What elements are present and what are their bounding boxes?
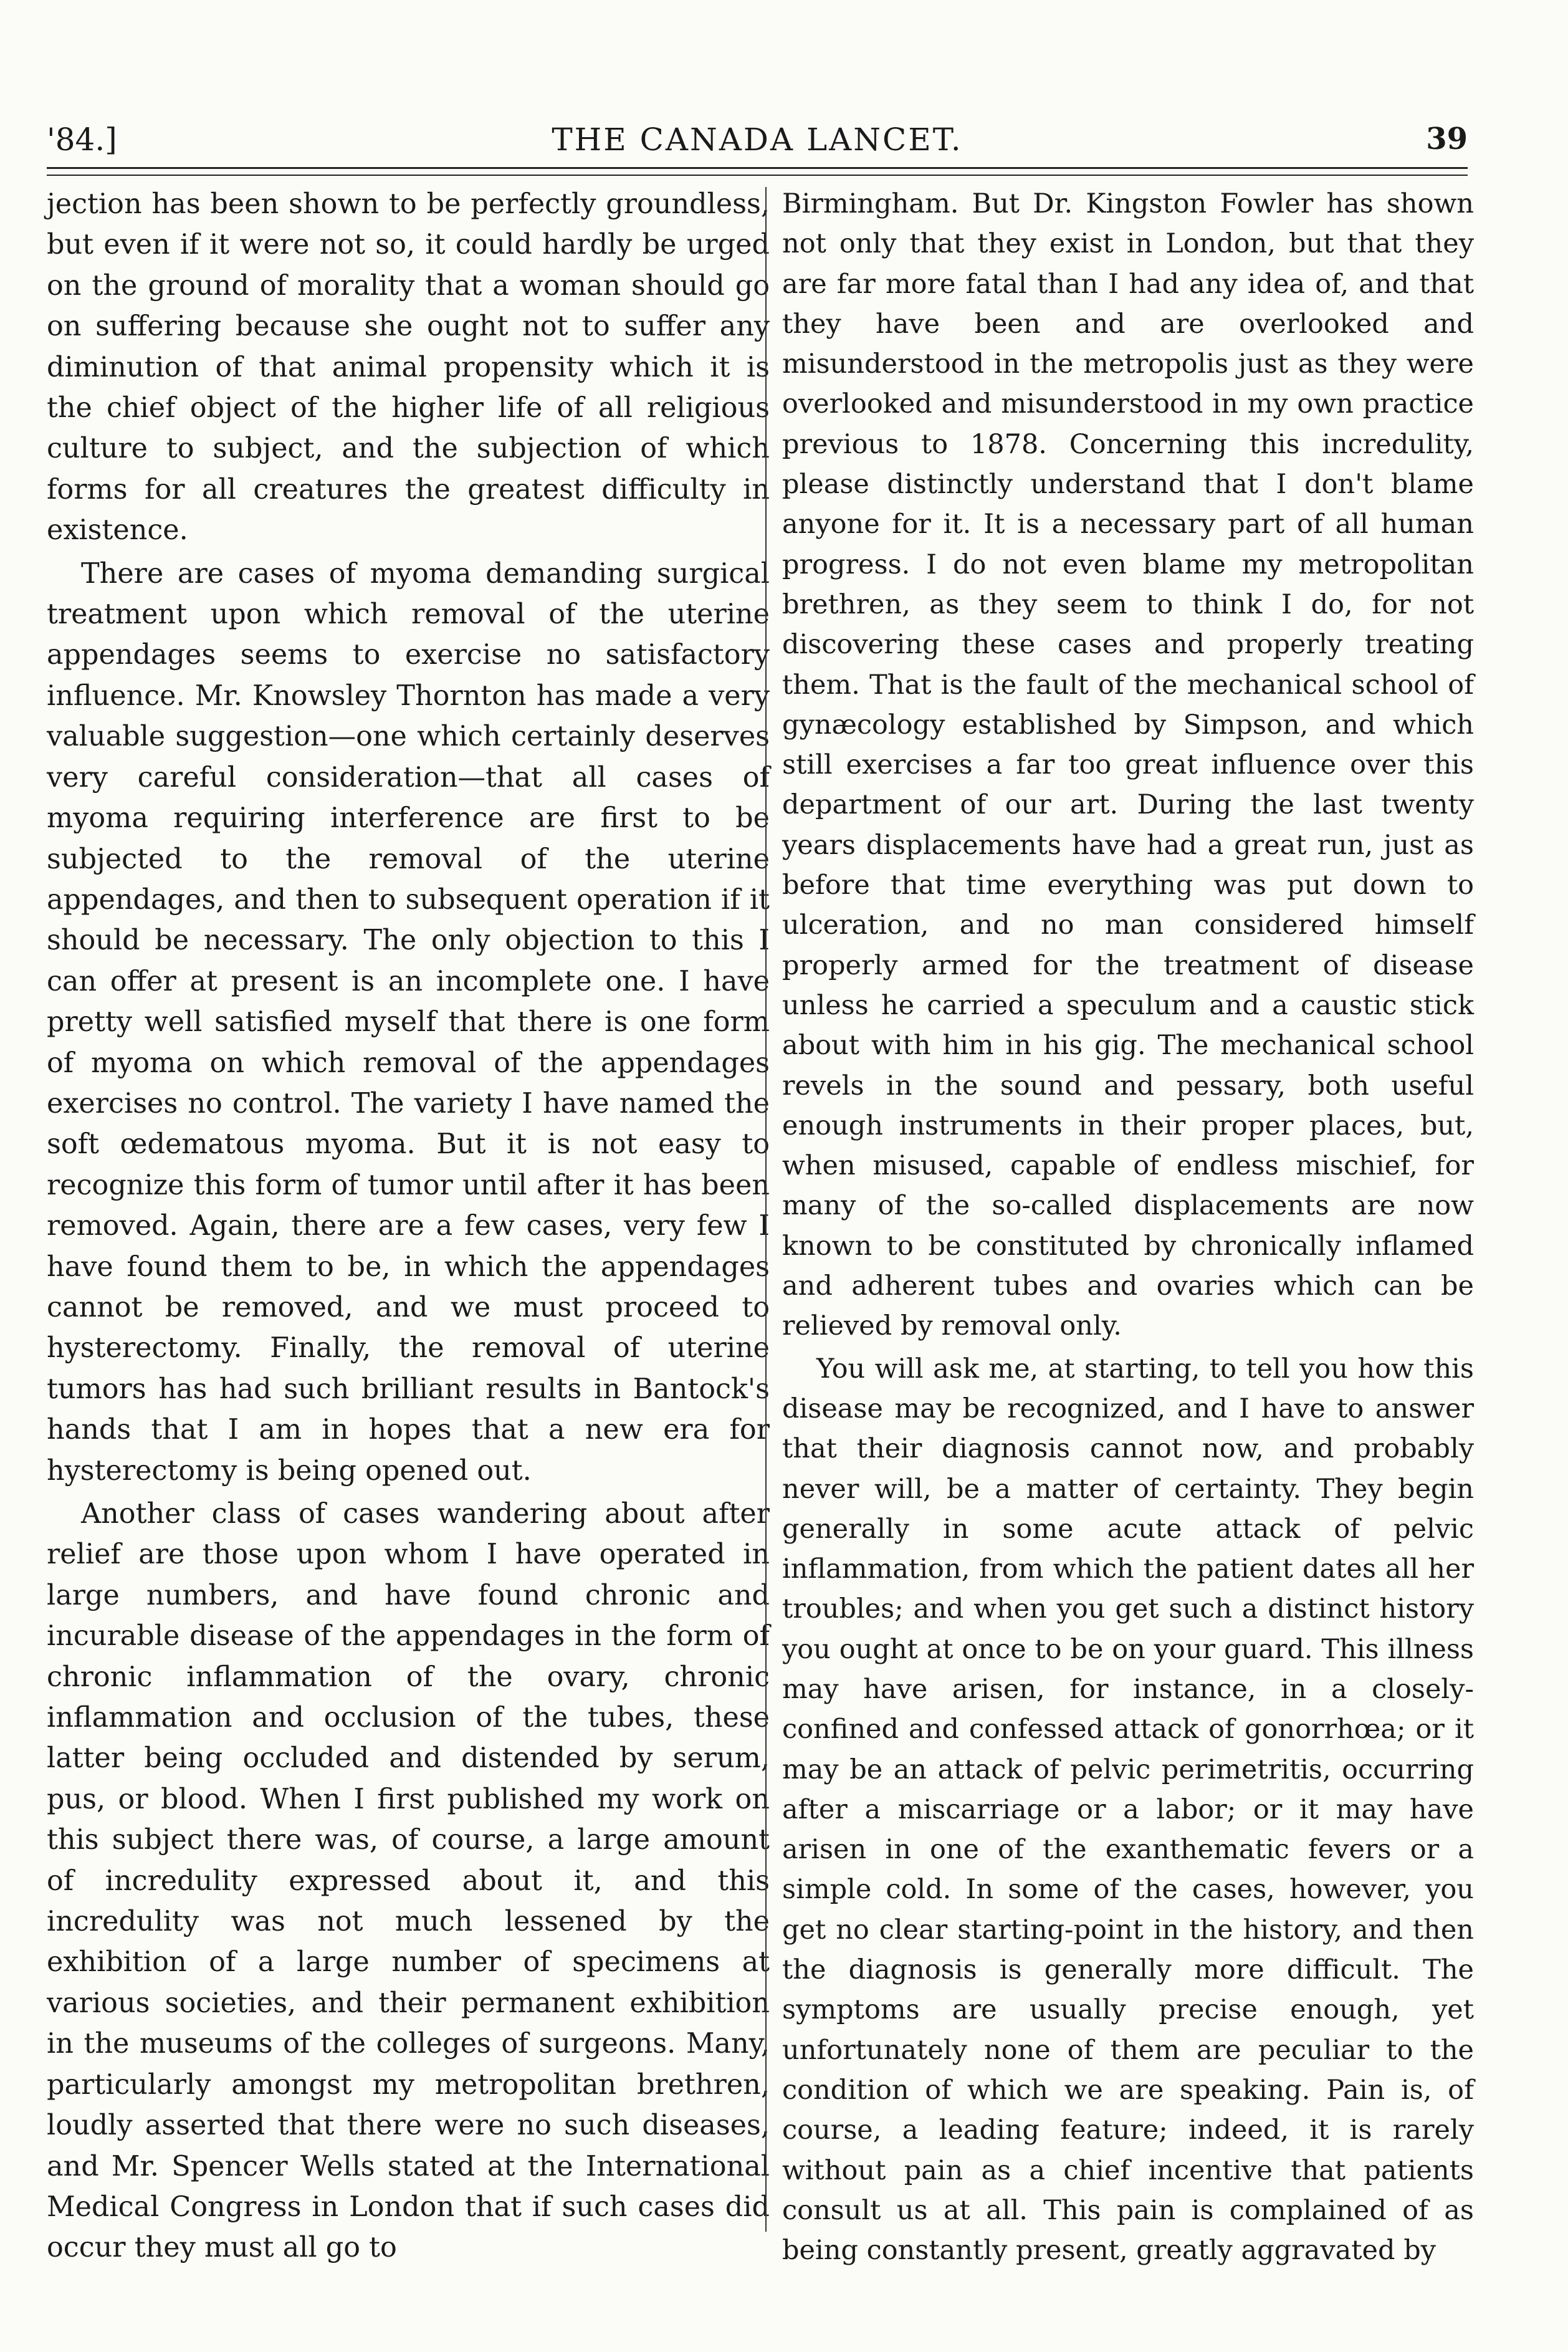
header-year: '84.]	[47, 122, 117, 158]
page-number: 39	[1426, 122, 1468, 156]
column-divider	[765, 187, 767, 2232]
header-rule	[47, 167, 1468, 169]
running-header	[47, 122, 1468, 165]
journal-title: THE CANADA LANCET.	[552, 122, 963, 158]
header-rule-secondary	[47, 175, 1468, 176]
paragraph: Birmingham. But Dr. Kingston Fowler has shown not only that they exist in London, but that they are far more fatal than I had any idea of, and that they have been and are overlooked and misunderstood in the metropolis just as they were overlooked and misunderstood in my own practice previous to 1878. Concerning this incredulity, please distinctly understand that I don't blame anyone for it. It is a necessary part of all human progress. I do not even blame my metropolitan brethren, as they seem to think I do, for not discovering these cases and properly treating them. That is the fault of the mechanical school of gynæcology established by Simpson, and which still exercises a far too great influence over this department of our art. During the last twenty years displacements have had a great run, just as before that time everything was put down to ulceration, and no man considered himself properly armed for the treatment of disease unless he carried a speculum and a caustic stick about with him in his gig. The mechanical school revels in the sound and pessary, both useful enough instruments in their proper places, but, when misused, capable of endless mischief, for many of the so-called displacements are now known to be constituted by chronically inflamed and adherent tubes and ovaries which can be relieved by removal only.	[782, 188, 1474, 1342]
right-column	[782, 184, 1474, 2270]
paragraph: There are cases of myoma demanding surgical treatment upon which removal of the uterine appendages seems to exercise no satisfactory influence. Mr. Knowsley Thornton has made a very valuable suggestion—one which certainly deserves very careful consideration—that all cases of myoma requiring interference are first to be subjected to the removal of the uterine appendages, and then to subsequent operation if it should be necessary. The only objection to this I can offer at present is an incomplete one. I have pretty well satisfied myself that there is one form of myoma on which removal of the appendages exercises no control. The variety I have named the soft œdematous myoma. But it is not easy to recognize this form of tumor until after it has been removed. Again, there are a few cases, very few I have found them to be, in which the appendages cannot be removed, and we must proceed to hysterectomy. Finally, the removal of uterine tumors has had such brilliant results in Bantock's hands that I am in hopes that a new era for hysterectomy is being opened out.	[47, 557, 770, 1487]
paragraph: Another class of cases wandering about after relief are those upon whom I have operated in large numbers, and have found chronic and incurable disease of the appendages in the form of chronic inflammation of the ovary, chronic inflammation and occlusion of the tubes, these latter being occluded and distended by serum, pus, or blood. When I first published my work on this subject there was, of course, a large amount of incredulity expressed about it, and this incredulity was not much lessened by the exhibition of a large number of specimens at various societies, and their permanent exhibition in the museums of the colleges of surgeons. Many, particularly amongst my metropolitan brethren, loudly asserted that there were no such diseases, and Mr. Spencer Wells stated at the International Medical Congress in London that if such cases did occur they must all go to	[47, 1498, 770, 2264]
paragraph: You will ask me, at starting, to tell you how this disease may be recognized, and I have to answer that their diagnosis cannot now, and probably never will, be a matter of certainty. They begin generally in some acute attack of pelvic inflammation, from which the patient dates all her troubles; and when you get such a distinct history you ought at once to be on your guard. This illness may have arisen, for instance, in a closely-confined and confessed attack of gonorrhœa; or it may be an attack of pelvic perimetritis, occurring after a miscarriage or a labor; or it may have arisen in one of the exanthematic fevers or a simple cold. In some of the cases, however, you get no clear starting-point in the history, and then the diagnosis is generally more difficult. The symptoms are usually precise enough, yet unfortunately none of them are peculiar to the condition of which we are speaking. Pain is, of course, a leading feature; indeed, it is rarely without pain as a chief incentive that patients consult us at all. This pain is complained of as being constantly present, greatly aggravated by	[782, 1353, 1474, 2267]
paragraph: jection has been shown to be perfectly groundless, but even if it were not so, it could hardly be urged on the ground of morality that a woman should go on suffering because she ought not to suffer any diminution of that animal propensity which it is the chief object of the higher life of all religious culture to subject, and the subjection of which forms for all creatures the greatest difficulty in existence.	[47, 188, 770, 547]
left-column	[47, 184, 770, 2268]
